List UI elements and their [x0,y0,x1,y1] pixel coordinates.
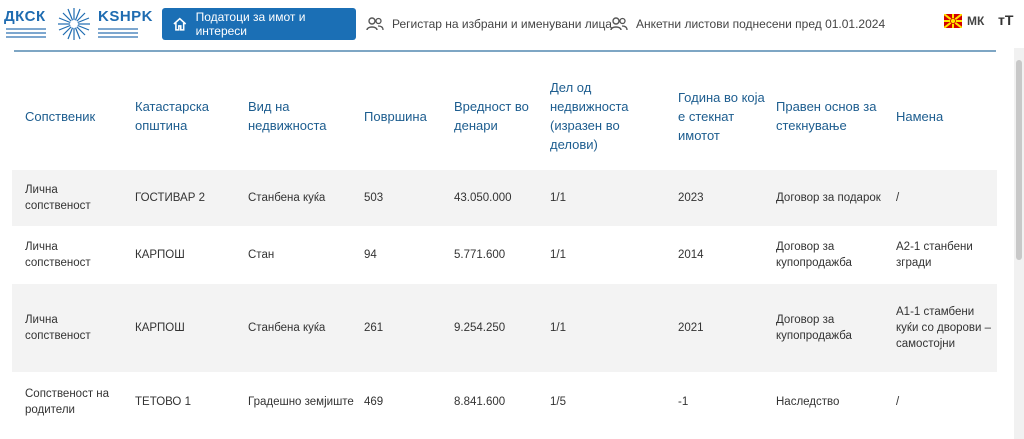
nav-tab-registry[interactable] [366,8,612,40]
table-row [12,226,997,284]
logo-subtitle-lines-left [6,28,46,30]
home-icon [172,16,188,32]
logo-subtitle-lines-right [98,28,138,30]
macedonia-flag-icon [944,14,962,28]
table-cell: 2021 [678,322,704,334]
column-header: Година во која е стекнат имотот [678,89,765,143]
logo[interactable] [0,6,154,42]
column-header: Правен основ за стекнување [776,99,877,133]
table-header [12,62,997,170]
nav-tab-label: Анкетни листови поднесени пред 01.01.2024 [636,17,886,31]
column-header: Вид на недвижноста [248,99,327,133]
logo-text-left: ДКСК [4,8,46,25]
table-cell: 8.841.600 [454,396,506,408]
table-cell: Лична сопственост [25,241,91,269]
scrollbar-thumb[interactable] [1016,60,1022,260]
language-selector[interactable] [944,14,984,28]
table-cell: 1/5 [550,396,566,408]
table-row [12,284,997,372]
table-cell: А2-1 станбени згради [896,241,973,269]
column-header: Дел од недвижноста (изразен во делови) [550,80,629,152]
table-row [12,372,997,432]
table-cell: Договор за купопродажба [776,314,852,342]
table-cell: Сопственост на родители [25,388,110,416]
table-cell: Градешно земјиште [248,396,354,408]
table-cell: ГОСТИВАР 2 [135,192,205,204]
table-cell: 94 [364,249,377,261]
column-header: Сопственик [25,108,96,124]
table-cell: Наследство [776,396,840,408]
nav-tab-label: Регистар на избрани и именувани лица [392,17,612,31]
text-size-icon[interactable]: тТ [998,12,1014,28]
table-cell: / [896,192,900,204]
header-divider [14,50,996,52]
table-cell: Договор за купопродажба [776,241,852,269]
people-icon [366,17,384,31]
people-icon [610,17,628,31]
table-cell: 43.050.000 [454,192,512,204]
table-cell: 2023 [678,192,704,204]
table-cell: КАРПОШ [135,249,185,261]
table-cell: 1/1 [550,322,566,334]
table-cell: 1/1 [550,249,566,261]
nav-tab-property-data[interactable] [162,8,356,40]
table-row [12,170,997,226]
table-cell: / [896,396,900,408]
table-cell: 469 [364,396,384,408]
table-cell: КАРПОШ [135,322,185,334]
table-cell: -1 [678,396,689,408]
table-cell: ТЕТОВО 1 [135,396,191,408]
table-cell: Стан [248,249,275,261]
table-cell: 1/1 [550,192,566,204]
table-cell: Лична сопственост [25,184,91,212]
table-cell: 9.254.250 [454,322,506,334]
top-navigation [0,0,1024,48]
table-cell: 5.771.600 [454,249,506,261]
column-header: Вредност во денари [454,99,529,133]
nav-tab-label: Податоци за имот и интереси [195,10,306,38]
logo-text-right: KSHPK [98,8,154,25]
column-header: Намена [896,108,944,124]
language-label: МК [967,14,985,28]
table-cell: 261 [364,322,384,334]
logo-burst-icon [54,6,94,42]
table-cell: Договор за подарок [776,192,881,204]
table-cell: Станбена куќа [248,192,326,204]
column-header: Површина [364,108,427,124]
table-cell: А1-1 стамбени куќи со дворови – самостојни [896,306,992,350]
column-header: Катастарска општина [135,99,210,133]
table-cell: Станбена куќа [248,322,326,334]
table-cell: Лична сопственост [25,314,91,342]
table-cell: 2014 [678,249,704,261]
table-cell: 503 [364,192,384,204]
nav-tab-questionnaires[interactable] [610,8,885,40]
property-table [12,62,997,432]
